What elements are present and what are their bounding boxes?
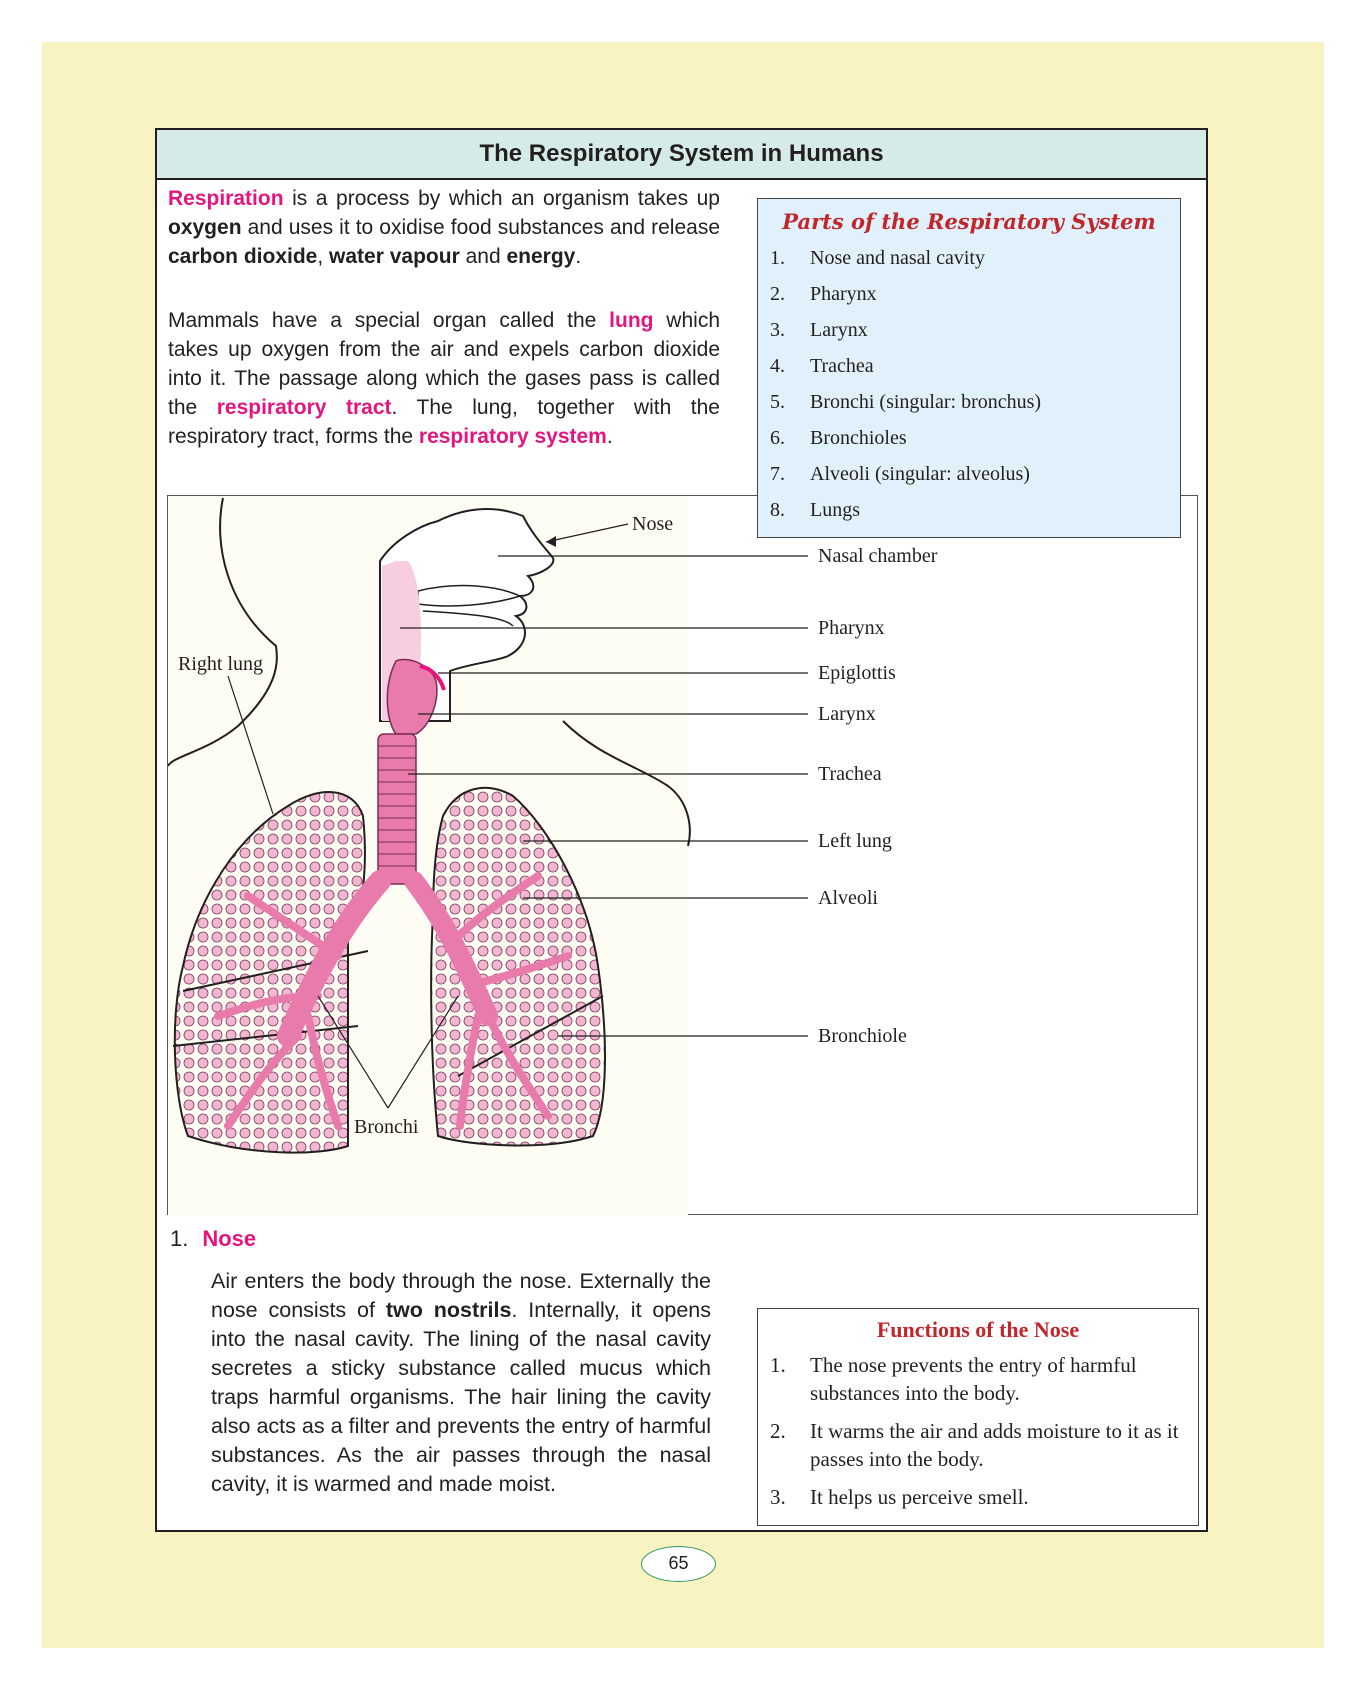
label-larynx: Larynx <box>818 703 876 725</box>
term-lung: lung <box>609 309 654 332</box>
page-title: The Respiratory System in Humans <box>157 130 1206 180</box>
intro-paragraph-1: Respiration is a process by which an organism takes up oxygen and uses it to oxidise food substances and release carbon dioxide, water vapour and energy. <box>168 187 720 268</box>
section-heading-nose: 1. Nose <box>170 1226 257 1251</box>
label-trachea: Trachea <box>818 763 882 785</box>
label-alveoli: Alveoli <box>818 887 878 909</box>
respiratory-illustration <box>168 496 1199 1216</box>
list-item: 2. Pharynx <box>770 283 877 305</box>
parts-box-title: Parts of the Respiratory System <box>782 209 1156 234</box>
label-pharynx: Pharynx <box>818 617 885 639</box>
trachea-shape <box>378 734 416 884</box>
respiratory-diagram <box>167 495 1198 1215</box>
functions-of-nose-box <box>757 1308 1199 1526</box>
label-left-lung: Left lung <box>818 830 892 852</box>
page-number: 65 <box>641 1546 716 1582</box>
label-bronchi: Bronchi <box>354 1116 419 1138</box>
list-item: 3. Larynx <box>770 319 868 341</box>
list-item: 1. The nose prevents the entry of harmful substances into the body. <box>770 1353 1137 1405</box>
parts-list <box>758 240 1180 528</box>
nose-paragraph: Air enters the body through the nose. Externally the nose consists of two nostrils. Internally, it opens into the nasal cavity. The lining of the nasal cavity secretes a sticky substance called mucus which traps harmful organisms. The hair lining the cavity also acts as a filter and prevents the entry of harmful substances. As the air passes through the nasal cavity, it is warmed and made moist. <box>211 1269 712 1496</box>
label-nose: Nose <box>632 513 674 535</box>
label-bronchiole: Bronchiole <box>818 1025 907 1047</box>
intro-paragraph-2: Mammals have a special organ called the lung which takes up oxygen from the air and expels carbon dioxide into it. The passage along which the gases pass is called the respiratory tract. The lung, together with the respiratory tract, forms the respiratory system. <box>168 309 721 448</box>
list-item: 7. Alveoli (singular: alveolus) <box>770 463 1030 485</box>
list-item: 1. Nose and nasal cavity <box>770 247 985 269</box>
content-frame <box>155 128 1208 1532</box>
list-item: 2. It warms the air and adds moisture to it as it passes into the body. <box>770 1419 1179 1471</box>
list-item: 5. Bronchi (singular: bronchus) <box>770 391 1042 413</box>
term-respiration: Respiration <box>168 187 284 210</box>
term-respiratory-tract: respiratory tract <box>216 396 392 419</box>
functions-list <box>758 1351 1198 1511</box>
list-item: 4. Trachea <box>770 355 874 377</box>
parts-of-respiratory-system-box <box>757 198 1181 538</box>
list-item: 8. Lungs <box>770 499 860 521</box>
list-item: 6. Bronchioles <box>770 427 907 449</box>
term-respiratory-system: respiratory system <box>418 425 607 448</box>
functions-box-title: Functions of the Nose <box>876 1317 1080 1342</box>
label-nasal-chamber: Nasal chamber <box>818 545 938 567</box>
label-right-lung: Right lung <box>178 653 264 675</box>
list-item: 3. It helps us perceive smell. <box>770 1485 1029 1509</box>
label-epiglottis: Epiglottis <box>818 662 896 684</box>
